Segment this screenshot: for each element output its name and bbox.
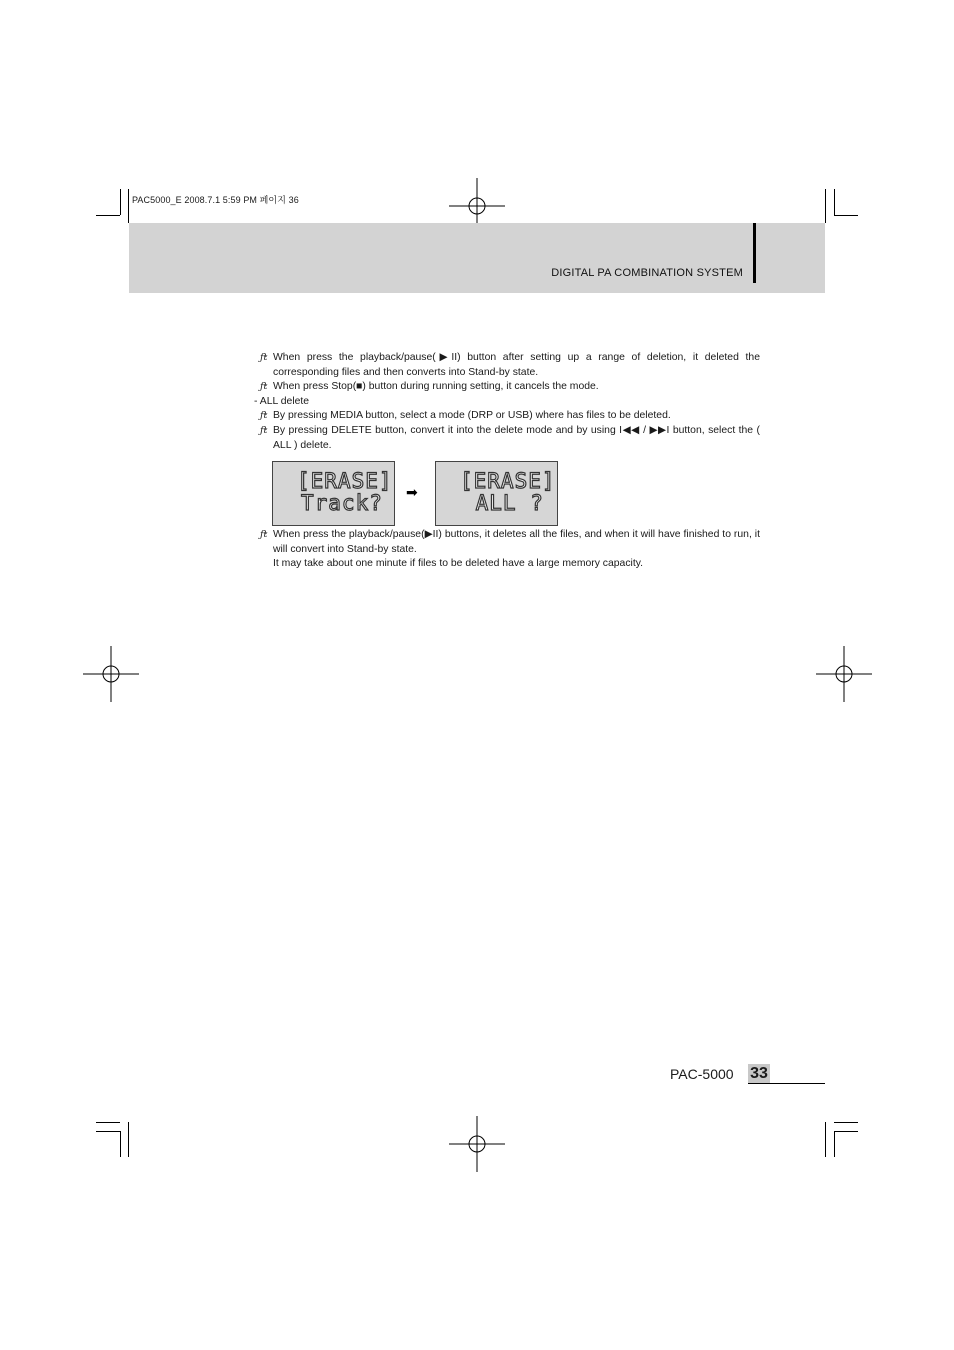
lcd-line-2: ALL ? bbox=[462, 491, 544, 515]
bullet-mark: ƒŧ bbox=[260, 410, 268, 422]
main-content bbox=[254, 351, 760, 453]
instruction-text: When press the playback/pause(▶II) buttons, it deletes all the files, and when it will have finished to run, it will convert into Stand-by state. bbox=[273, 529, 760, 555]
lcd-line-1: [ERASE] bbox=[297, 469, 393, 493]
instruction-text: By pressing MEDIA button, select a mode (DRP or USB) where has files to be deleted. bbox=[273, 410, 671, 422]
instruction-delete-mode bbox=[254, 424, 760, 453]
instruction-text: When press Stop(■) button during running setting, it cancels the mode. bbox=[273, 381, 599, 393]
instruction-playback-all bbox=[254, 528, 760, 557]
registration-mark-right-icon bbox=[816, 646, 872, 702]
section-all-delete: - ALL delete bbox=[254, 395, 310, 407]
header-title: DIGITAL PA COMBINATION SYSTEM bbox=[551, 267, 743, 279]
header-divider bbox=[753, 223, 756, 283]
page-header bbox=[129, 223, 825, 293]
lcd-display-erase-all bbox=[435, 461, 558, 526]
arrow-right-icon: ➡ bbox=[406, 484, 418, 500]
registration-mark-left-icon bbox=[83, 646, 139, 702]
main-content-continued bbox=[254, 528, 760, 572]
instruction-playback-range bbox=[254, 351, 760, 380]
instruction-stop bbox=[254, 380, 760, 395]
print-info: PAC5000_E 2008.7.1 5:59 PM 페이지 36 bbox=[132, 195, 299, 205]
footer-rule bbox=[748, 1083, 825, 1084]
bullet-mark: ƒŧ bbox=[260, 352, 268, 363]
lcd-line-2: Track? bbox=[301, 491, 383, 515]
bullet-mark: ƒŧ bbox=[260, 529, 268, 540]
instruction-media bbox=[254, 409, 760, 424]
bullet-mark: ƒŧ bbox=[260, 424, 268, 436]
lcd-display-erase-track bbox=[272, 461, 395, 526]
page-number: 33 bbox=[748, 1064, 770, 1083]
registration-mark-bottom-icon bbox=[449, 1116, 505, 1172]
lcd-line-1: [ERASE] bbox=[460, 469, 556, 493]
instruction-text: When press the playback/pause(▶II) button after setting up a range of deletion, it deleted the corresponding files and then converts into Stand-by state. bbox=[273, 352, 760, 378]
instruction-text: By pressing DELETE button, convert it into the delete mode and by using I◀◀ / ▶▶I button, select the ( ALL ) delete. bbox=[273, 424, 760, 451]
bullet-mark: ƒŧ bbox=[260, 381, 268, 393]
instruction-note: It may take about one minute if files to be deleted have a large memory capacity. bbox=[273, 558, 644, 570]
footer-model: PAC-5000 bbox=[670, 1066, 734, 1082]
